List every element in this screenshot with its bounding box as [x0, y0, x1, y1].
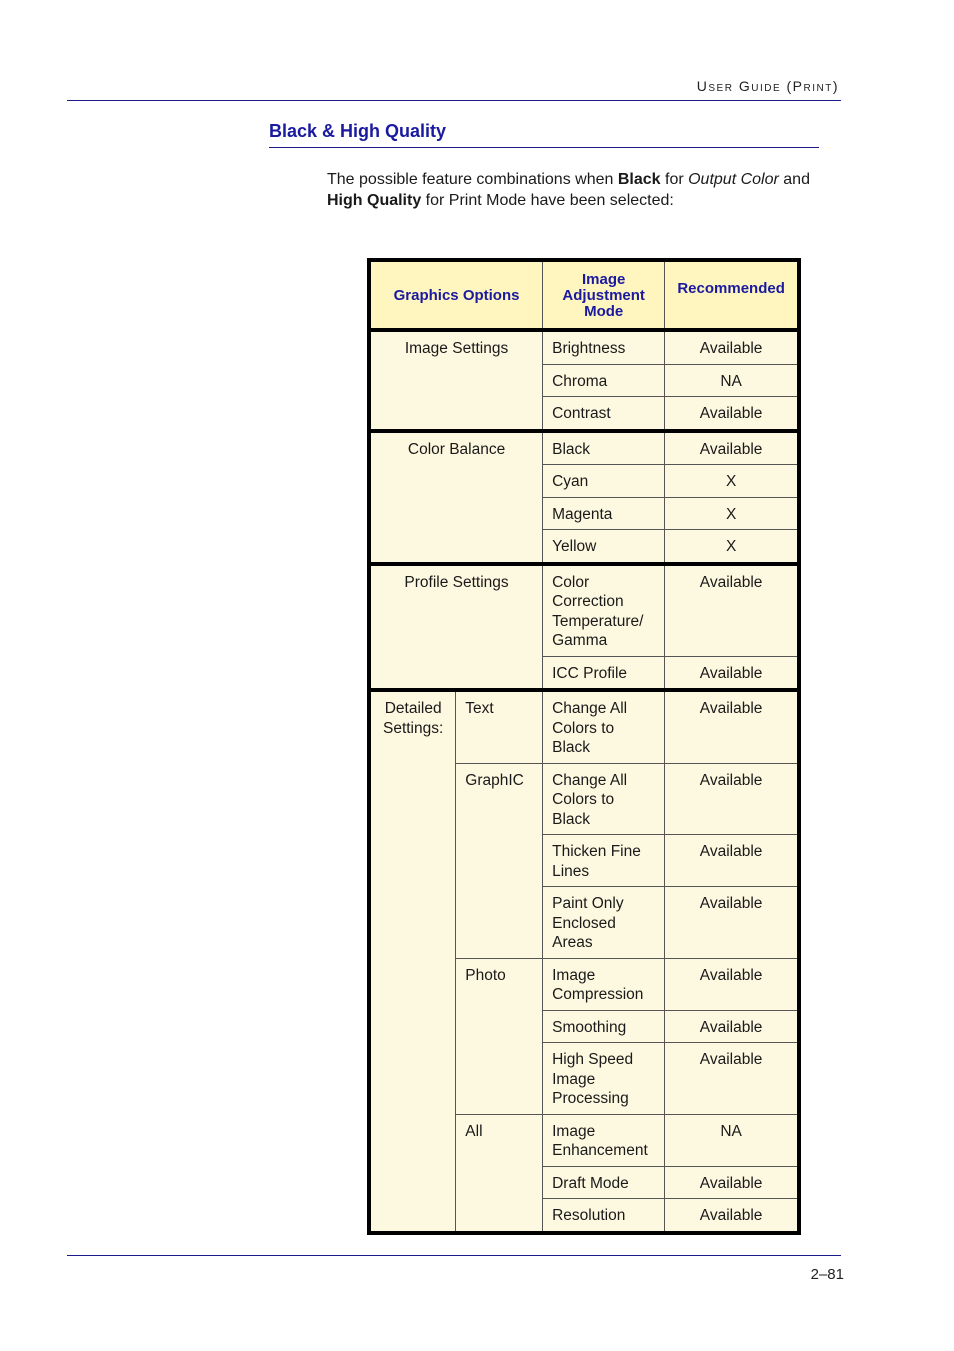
intro-text: for: [660, 171, 689, 188]
mode-cell: Brightness: [543, 330, 665, 364]
mode-cell: Change All Colors to Black: [543, 690, 665, 763]
mode-cell: Resolution: [543, 1199, 665, 1233]
intro-bold-high-quality: High Quality: [327, 192, 422, 209]
mode-cell: Smoothing: [543, 1010, 665, 1043]
intro-text: for Print Mode have been selected:: [421, 192, 674, 209]
mode-cell: Paint Only Enclosed Areas: [543, 887, 665, 959]
mode-cell: High Speed Image Processing: [543, 1043, 665, 1115]
recommended-cell: X: [665, 465, 799, 498]
recommended-cell: Available: [665, 887, 799, 959]
intro-paragraph: [327, 169, 847, 211]
mode-cell: ICC Profile: [543, 656, 665, 690]
footer-rule: [67, 1255, 841, 1256]
group-image-settings: Image Settings: [369, 330, 543, 431]
recommended-cell: Available: [665, 330, 799, 364]
header-rule: [67, 100, 841, 101]
recommended-cell: Available: [665, 1166, 799, 1199]
recommended-cell: Available: [665, 958, 799, 1010]
recommended-cell: Available: [665, 1010, 799, 1043]
recommended-cell: Available: [665, 835, 799, 887]
table-row: [369, 330, 799, 364]
mode-cell: Thicken Fine Lines: [543, 835, 665, 887]
recommended-cell: NA: [665, 1114, 799, 1166]
group-detailed-settings: Detailed Settings:: [369, 690, 456, 1233]
intro-text: and: [778, 171, 810, 188]
mode-cell: Chroma: [543, 364, 665, 397]
subgroup-all: All: [456, 1114, 543, 1233]
recommended-cell: NA: [665, 364, 799, 397]
running-head: User Guide (Print): [696, 78, 839, 94]
subgroup-photo: Photo: [456, 958, 543, 1114]
header-recommended: Recommended: [665, 260, 799, 330]
recommended-cell: Available: [665, 656, 799, 690]
table-header-row: [369, 260, 799, 330]
recommended-cell: X: [665, 497, 799, 530]
mode-cell: Black: [543, 431, 665, 465]
mode-cell: Magenta: [543, 497, 665, 530]
options-table: [367, 258, 801, 1235]
mode-cell: Color Correction Temperature/ Gamma: [543, 564, 665, 657]
group-color-balance: Color Balance: [369, 431, 543, 564]
intro-text: The possible feature combinations when: [327, 171, 618, 188]
table-row: [369, 564, 799, 657]
header-image-adjustment-mode: Image Adjustment Mode: [543, 260, 665, 330]
mode-cell: Yellow: [543, 530, 665, 564]
mode-cell: Image Enhancement: [543, 1114, 665, 1166]
options-table-wrapper: [367, 258, 801, 1224]
mode-cell: Change All Colors to Black: [543, 763, 665, 835]
mode-cell: Image Compression: [543, 958, 665, 1010]
subgroup-graphic: GraphIC: [456, 763, 543, 958]
intro-bold-black: Black: [617, 171, 661, 188]
recommended-cell: Available: [665, 397, 799, 431]
table-row: [369, 690, 799, 763]
recommended-cell: Available: [665, 431, 799, 465]
recommended-cell: Available: [665, 763, 799, 835]
mode-cell: Contrast: [543, 397, 665, 431]
recommended-cell: Available: [665, 1043, 799, 1115]
recommended-cell: X: [665, 530, 799, 564]
page-number: 2–81: [810, 1266, 844, 1283]
intro-italic-output-color: Output Color: [688, 171, 779, 188]
recommended-cell: Available: [665, 690, 799, 763]
mode-cell: Cyan: [543, 465, 665, 498]
subgroup-text: Text: [456, 690, 543, 763]
recommended-cell: Available: [665, 564, 799, 657]
group-profile-settings: Profile Settings: [369, 564, 543, 691]
section-title: Black & High Quality: [269, 121, 447, 141]
section-rule: [269, 147, 819, 148]
table-row: [369, 431, 799, 465]
mode-cell: Draft Mode: [543, 1166, 665, 1199]
recommended-cell: Available: [665, 1199, 799, 1233]
header-graphics-options: Graphics Options: [369, 260, 543, 330]
